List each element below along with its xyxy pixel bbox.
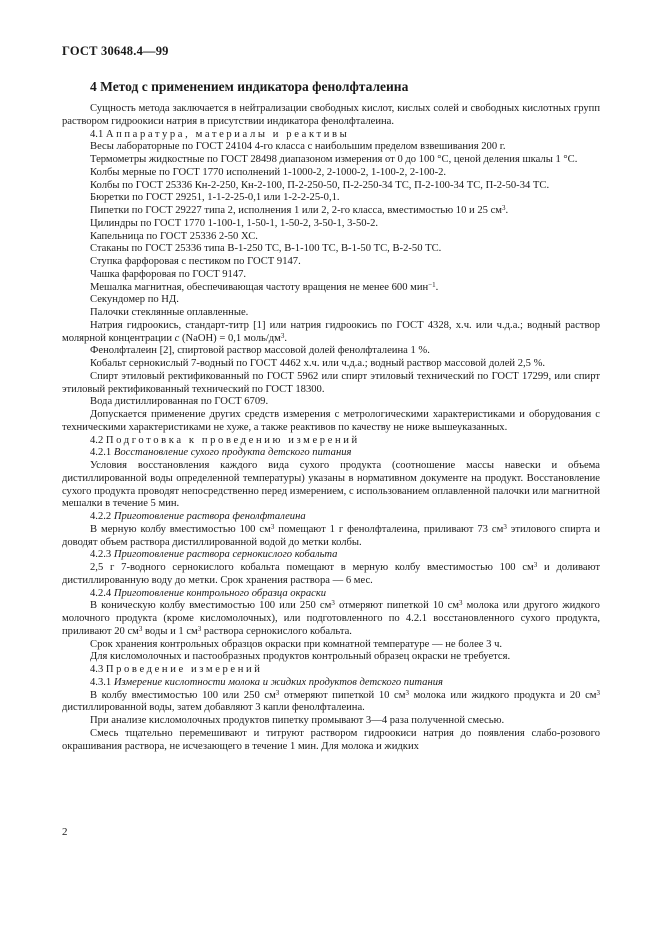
subsection-4-2-heading: 4.2 Подготовка к проведению измерений (90, 434, 360, 446)
equipment-item: Палочки стеклянные оплавленные. (90, 307, 249, 318)
document-body (62, 103, 600, 753)
equipment-item: Колбы по ГОСТ 25336 Кн-2-250, Кн-2-100, П-2-250-50, П-2-250-34 ТС, П-2-100-34 ТС, П-2-50-34 ТС. (90, 179, 550, 191)
equipment-item: Капельница по ГОСТ 25336 2-50 ХС. (90, 230, 258, 242)
reagent-item: Допускается применение других средств измерения с метрологическими характеристиками и оборудования с техническими характеристиками не хуже, а также реактивов по качеству не ниже вышеуказанных. (62, 409, 600, 433)
clause-4-2-3-heading: 4.2.3 Приготовление раствора сернокислого кобальта (90, 549, 338, 561)
equipment-item: Бюретки по ГОСТ 29251, 1-1-2-25-0,1 или 1-2-2-25-0,1. (90, 192, 340, 204)
subsection-4-3-heading: 4.3 Проведение измерений (90, 664, 263, 675)
clause-4-2-3-text: 2,5 г 7-водного сернокислого кобальта помещают в мерную колбу вместимостью 100 $см^3$ и доливают дистиллированную воду до метки. Срок хранения раствора — 6 мес. (62, 561, 600, 586)
subsection-4-1-heading: 4.1 Аппаратура, материалы и реактивы (90, 128, 350, 140)
clause-4-3-1-heading: 4.3.1 Измерение кислотности молока и жидких продуктов детского питания (90, 676, 443, 688)
clause-4-2-4-text: В коническую колбу вместимостью 100 или 250 $см^3$ отмеряют пипеткой 10 $см^3$ молока или другого жидкого молочного продукта (кроме кисломолочных), или подготовленного по 4.2.1 восстановленного сухого продукта, приливают 20 $см^3$ воды и 1 $см^3$ раствора сернокислого кобальта. (62, 599, 600, 637)
equipment-item: Весы лабораторные по ГОСТ 24104 4-го класса с наибольшим пределом взвешивания 200 г. (90, 141, 506, 153)
reagent-naoh: Натрия гидроокись, стандарт-титр [1] или натрия гидроокись по ГОСТ 4328, х.ч. или ч.д.а.; водный раствор молярной концентрации c (NaOH) = 0,1 моль/$дм^3$. (62, 319, 600, 344)
clause-4-3-1-text: В колбу вместимостью 100 или 250 $см^3$ отмеряют пипеткой 10 $см^3$ молока или жидкого продукта и 20 $см^3$ дистиллированной воды, затем добавляют 3 капли фенолфталеина. (62, 688, 600, 714)
equipment-item: Цилиндры по ГОСТ 1770 1-100-1, 1-50-1, 1-50-2, 3-50-1, 3-50-2. (90, 217, 379, 229)
equipment-item: Секундомер по НД. (90, 294, 179, 306)
reagent-item: Фенолфталеин [2], спиртовой раствор массовой долей фенолфталеина 1 %. (90, 345, 430, 357)
equipment-item-mixer: Мешалка магнитная, обеспечивающая частоту вращения не менее 600 мин$^{-1}$. (90, 280, 439, 293)
clause-4-2-4-storage: Срок хранения контрольных образцов окраски при комнатной температуре — не более 3 ч. (90, 638, 503, 650)
reagent-item: Кобальт сернокислый 7-водный по ГОСТ 4462 х.ч. или ч.д.а.; водный раствор массовой долей 2,5 %. (90, 358, 546, 369)
clause-4-2-1-heading: 4.2.1 Восстановление сухого продукта детского питания (90, 447, 352, 459)
document-code: ГОСТ 30648.4—99 (62, 44, 169, 58)
equipment-item: Чашка фарфоровая по ГОСТ 9147. (90, 268, 247, 280)
equipment-item: Колбы мерные по ГОСТ 1770 исполнений 1-1000-2, 2-1000-2, 1-100-2, 2-100-2. (90, 166, 447, 178)
clause-4-2-1-text: Условия восстановления каждого вида сухого продукта (соотношение массы навески и объема дистиллированной воды определенной температуры) указаны в нормативном документе на продукт. Восстановление сухого продукта проводят непосредственно перед измерением, с использованием оплавленной палочки или магнитной мешалки в течение 5 мин. (62, 460, 600, 510)
section-title: 4 Метод с применением индикатора фенолфталеина (90, 79, 409, 94)
clause-4-2-4-heading: 4.2.4 Приготовление контрольного образца окраски (90, 587, 327, 599)
reagent-item: Спирт этиловый ректификованный по ГОСТ 5962 или спирт этиловый технический по ГОСТ 17299, или спирт этиловый ректификованный технический по ГОСТ 18300. (62, 370, 600, 395)
clause-4-2-4-note: Для кисломолочных и пастообразных продуктов контрольный образец окраски не требуется. (90, 651, 511, 663)
subsection-4-3-title: Проведение измерений (105, 664, 263, 675)
equipment-item: Ступка фарфоровая с пестиком по ГОСТ 9147. (90, 256, 301, 267)
clause-4-3-1-titrate: Смесь тщательно перемешивают и титруют раствором гидроокиси натрия до появления слабо-розового окрашивания раствора, не исчезающего в течение 1 мин. Для молока и жидких (62, 727, 600, 752)
clause-4-3-1-rinse: При анализе кисломолочных продуктов пипетку промывают 3—4 раза полученной смесью. (90, 715, 505, 726)
clause-4-2-2-heading: 4.2.2 Приготовление раствора фенолфталеина (90, 511, 306, 522)
subsection-4-1-title: Аппаратура, материалы и реактивы (105, 128, 350, 140)
subsection-4-2-title: Подготовка к проведению измерений (105, 434, 360, 446)
clause-4-2-2-text: В мерную колбу вместимостью 100 $см^3$ помещают 1 г фенолфталеина, приливают 73 $см^3$ этилового спирта и доводят объем раствора дистиллированной водой до метки колбы. (62, 522, 601, 548)
equipment-item-pipettes: Пипетки по ГОСТ 29227 типа 2, исполнения 1 или 2, 2-го класса, вместимостью 10 и 25 $см^3$. (90, 204, 509, 216)
equipment-item: Стаканы по ГОСТ 25336 типа В-1-250 ТС, В-1-100 ТС, В-1-50 ТС, В-2-50 ТС. (90, 243, 442, 255)
equipment-item: Термометры жидкостные по ГОСТ 28498 диапазоном измерения от 0 до 100 °C, ценой деления шкалы 1 °C. (90, 154, 578, 165)
reagent-item: Вода дистиллированная по ГОСТ 6709. (90, 396, 269, 408)
page-number: 2 (62, 826, 68, 838)
intro-paragraph: Сущность метода заключается в нейтрализации свободных кислот, кислых солей и свободных кислотных групп раствором гидроокиси натрия в присутствии индикатора фенолфталеина. (62, 103, 600, 127)
